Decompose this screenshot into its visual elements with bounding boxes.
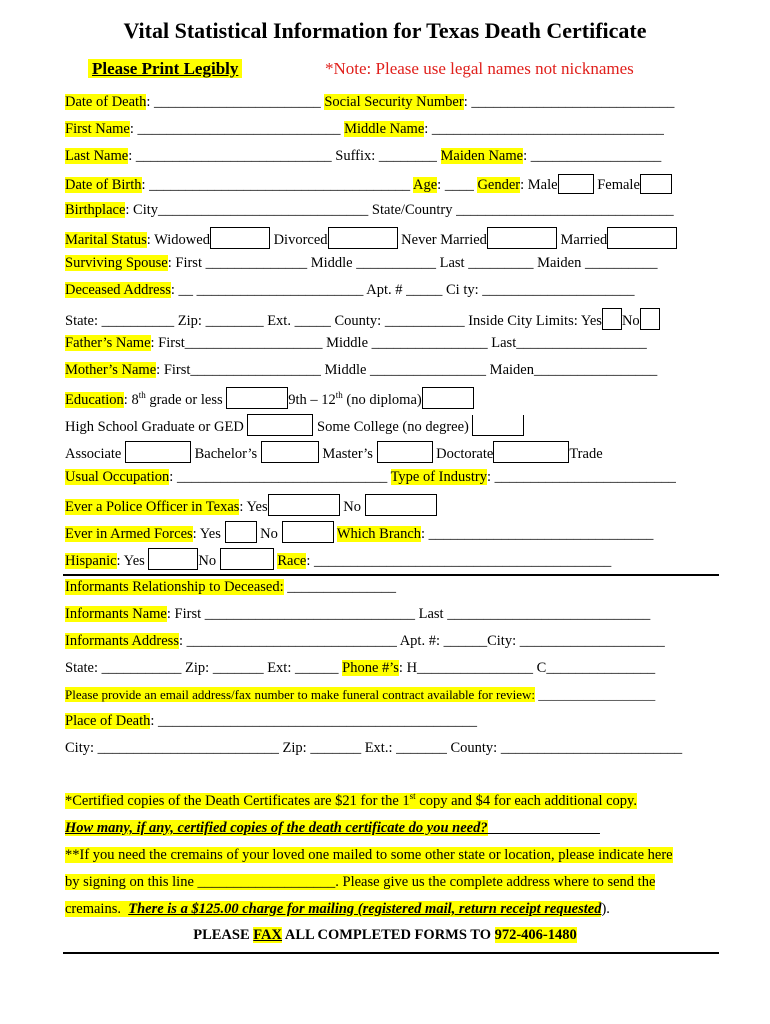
informant-name-row[interactable]: Informants Name: First _____________________________ Last ____________________________	[65, 606, 651, 622]
hispanic-no-checkbox[interactable]	[220, 548, 274, 570]
bottom-divider	[63, 952, 719, 954]
education-row-1[interactable]: Education: 8th grade or less 9th – 12th (no diploma)	[65, 387, 474, 409]
never-married-checkbox[interactable]	[487, 227, 557, 249]
informant-relationship-row[interactable]: Informants Relationship to Deceased: _______________	[65, 579, 397, 595]
page-title: Vital Statistical Information for Texas Death Certificate	[123, 18, 647, 43]
date-of-birth-row[interactable]: Date of Birth: ____________________________________ Age: ____ Gender: Male Female	[65, 174, 672, 194]
police-officer-row[interactable]: Ever a Police Officer in Texas: Yes No	[65, 494, 437, 516]
cremains-signature-row[interactable]: by signing on this line ___________________. Please give us the complete address where to send the	[65, 874, 656, 890]
cremains-note-1: **If you need the cremains of your loved one mailed to some other state or location, please indicate here	[65, 847, 673, 863]
inside-city-yes-checkbox[interactable]	[602, 308, 622, 330]
associate-checkbox[interactable]	[125, 441, 191, 463]
how-many-copies-row[interactable]: How many, if any, certified copies of the death certificate do you need?	[65, 820, 488, 836]
no-diploma-checkbox[interactable]	[422, 387, 474, 409]
birthplace-row[interactable]: Birthplace: City_____________________________ State/Country ______________________________	[65, 202, 674, 218]
email-fax-row[interactable]: Please provide an email address/fax number to make funeral contract available for review: __________________	[65, 687, 656, 702]
date-of-death-row[interactable]: Date of Death: _______________________ Social Security Number: ____________________________	[65, 94, 675, 110]
hispanic-yes-checkbox[interactable]	[148, 548, 198, 570]
section-divider	[63, 574, 719, 576]
divorced-checkbox[interactable]	[328, 227, 398, 249]
hispanic-row[interactable]: Hispanic: Yes No Race: _________________________________________	[65, 548, 611, 570]
certified-copies-note: *Certified copies of the Death Certificates are $21 for the 1st copy and $4 for each additional copy.	[65, 791, 637, 809]
some-college-checkbox[interactable]	[472, 415, 524, 436]
eighth-grade-checkbox[interactable]	[226, 387, 288, 409]
education-row-2[interactable]: High School Graduate or GED Some College (no degree)	[65, 414, 524, 436]
last-name-row[interactable]: Last Name: ___________________________ Suffix: ________ Maiden Name: __________________	[65, 148, 662, 164]
doctorate-checkbox[interactable]	[493, 441, 569, 463]
armed-forces-row[interactable]: Ever in Armed Forces: Yes No Which Branch: _______________________________	[65, 521, 653, 543]
deceased-address-row[interactable]: Deceased Address: __ _______________________ Apt. # _____ Ci ty: _____________________	[65, 282, 635, 298]
fathers-name-row[interactable]: Father’s Name: First___________________ Middle ________________ Last__________________	[65, 335, 647, 351]
inside-city-no-checkbox[interactable]	[640, 308, 660, 330]
marital-status-row[interactable]: Marital Status: Widowed Divorced Never Married Married	[65, 227, 677, 249]
male-checkbox[interactable]	[558, 174, 594, 194]
police-yes-checkbox[interactable]	[268, 494, 340, 516]
female-checkbox[interactable]	[640, 174, 672, 194]
mothers-name-row[interactable]: Mother’s Name: First__________________ Middle ________________ Maiden_________________	[65, 362, 658, 378]
education-row-3[interactable]: Associate Bachelor’s Master’s Doctorate Trade	[65, 441, 603, 463]
surviving-spouse-row[interactable]: Surviving Spouse: First ______________ Middle ___________ Last _________ Maiden __________	[65, 255, 658, 271]
cremains-note-3: cremains. There is a $125.00 charge for mailing (registered mail, return receipt requested).	[65, 901, 610, 917]
informant-state-row[interactable]: State: ___________ Zip: _______ Ext: ______ Phone #’s: H________________ C_______________	[65, 660, 656, 676]
legal-names-note: *Note: Please use legal names not nicknames	[325, 59, 634, 78]
police-no-checkbox[interactable]	[365, 494, 437, 516]
first-name-row[interactable]: First Name: ____________________________ Middle Name: ________________________________	[65, 121, 664, 137]
masters-checkbox[interactable]	[377, 441, 433, 463]
usual-occupation-row[interactable]: Usual Occupation: _____________________________ Type of Industry: _________________________	[65, 469, 676, 485]
print-legibly-heading: Please Print Legibly	[88, 60, 242, 78]
bachelors-checkbox[interactable]	[261, 441, 319, 463]
place-of-death-row[interactable]: Place of Death: ____________________________________________	[65, 713, 478, 729]
informant-address-row[interactable]: Informants Address: _____________________________ Apt. #: ______City: ____________________	[65, 633, 665, 649]
hs-grad-checkbox[interactable]	[247, 414, 313, 436]
married-checkbox[interactable]	[607, 227, 677, 249]
armed-forces-yes-checkbox[interactable]	[225, 521, 257, 543]
place-city-row[interactable]: City: _________________________ Zip: _______ Ext.: _______ County: _________________________	[65, 740, 683, 756]
widowed-checkbox[interactable]	[210, 227, 270, 249]
armed-forces-no-checkbox[interactable]	[282, 521, 334, 543]
fax-instructions: PLEASE FAX ALL COMPLETED FORMS TO 972-406-1480	[193, 927, 577, 943]
state-zip-row[interactable]: State: __________ Zip: ________ Ext. _____ County: ___________ Inside City Limits: Yes No	[65, 308, 660, 330]
